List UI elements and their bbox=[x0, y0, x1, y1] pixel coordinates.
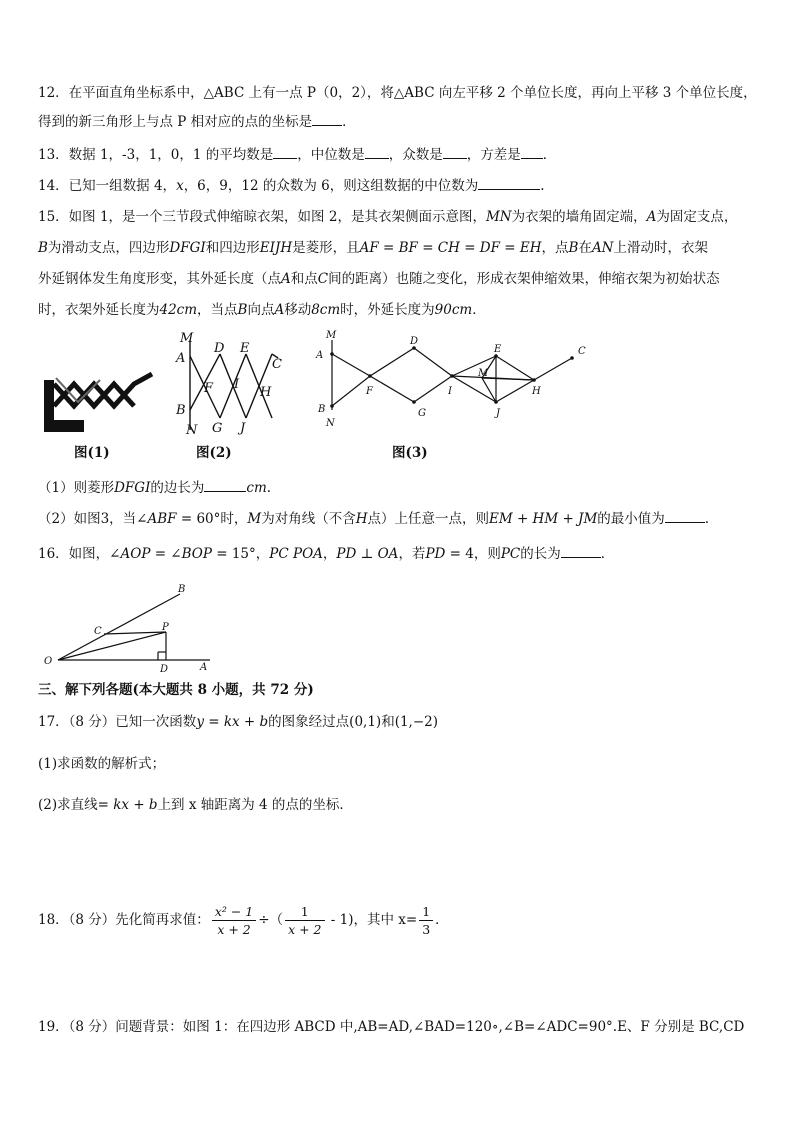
answer-blank bbox=[273, 146, 297, 159]
q15-sub2: （2）如图3，当∠ABF = 60°时，M为对角线（不含H点）上任意一点，则EM + HM + JM的最小值为 . bbox=[38, 511, 710, 527]
label-a: A bbox=[200, 662, 208, 672]
label-m: M bbox=[180, 331, 194, 346]
label-f: F bbox=[366, 386, 373, 397]
q15-line1: 15．如图 1，是一个三节段式伸缩晾衣架，如图 2，是其衣架侧面示意图，MN为衣架的墙角固定端，A为固定支点， bbox=[38, 209, 738, 225]
q17-sub2: (2)求直线= kx + b上到 x 轴距离为 4 的点的坐标． bbox=[38, 797, 353, 813]
q15-line3: 外延钢体发生角度形变，其外延长度（点A和点C间的距离）也随之变化，形成衣架伸缩效果，伸缩衣架为初始状态 bbox=[38, 271, 720, 287]
answer-blank bbox=[665, 510, 705, 523]
figure-1-photo bbox=[42, 362, 160, 434]
fraction: $\frac{1}{3}$ bbox=[419, 903, 433, 938]
label-h: H bbox=[260, 385, 272, 400]
label-c: C bbox=[272, 357, 282, 372]
answer-blank bbox=[521, 146, 543, 159]
figure-2-caption: 图(2) bbox=[196, 445, 232, 461]
figure-3-caption: 图(3) bbox=[392, 445, 428, 461]
label-g: G bbox=[418, 408, 426, 419]
q19: 19．（8 分）问题背景：如图 1：在四边形 ABCD 中,AB=AD,∠BAD=120∘,∠B=∠ADC=90°.E、F 分别是 BC,CD bbox=[38, 1019, 745, 1035]
q17: 17．（8 分）已知一次函数y = kx + b的图象经过点(0,1)和(1,−2) bbox=[38, 714, 439, 730]
q15-line2: B为滑动支点，四边形DFGI和四边形EIJH是菱形，且AF = BF = CH = DF = EH，点B在AN上滑动时，衣架 bbox=[38, 240, 708, 256]
answer-blank bbox=[443, 146, 467, 159]
label-a: A bbox=[316, 350, 324, 361]
q15-line4: 时，衣架外延长度为42cm，当点B向点A移动8cm时，外延长度为90cm． bbox=[38, 302, 486, 318]
fraction: $\frac{\text{x² − 1}}{x + 2}$ bbox=[212, 903, 256, 938]
label-p: P bbox=[162, 622, 169, 633]
fraction: $\frac{1}{x + 2}$ bbox=[285, 903, 324, 938]
label-d: D bbox=[214, 341, 225, 356]
label-b: B bbox=[176, 403, 186, 418]
label-n: N bbox=[326, 418, 335, 429]
label-b: B bbox=[318, 404, 326, 415]
q13: 13．数据 1，-3，1，0，1 的平均数是 ，中位数是 ，众数是 ，方差是 ． bbox=[38, 147, 557, 163]
figure-2-diagram bbox=[172, 330, 287, 438]
label-i: I bbox=[448, 386, 452, 397]
label-c: C bbox=[578, 346, 586, 357]
figure-3-diagram bbox=[312, 326, 602, 432]
q16: 16．如图，∠AOP = ∠BOP = 15°，PC POA，PD ⊥ OA，若PD = 4，则PC的长为 ． bbox=[38, 546, 615, 562]
label-b: B bbox=[178, 584, 186, 595]
label-m-point: M bbox=[478, 368, 489, 379]
label-j: J bbox=[496, 408, 501, 419]
label-g: G bbox=[212, 421, 223, 436]
label-h: H bbox=[532, 386, 541, 397]
label-o: O bbox=[44, 656, 53, 667]
label-m: M bbox=[326, 330, 337, 341]
q14: 14．已知一组数据 4，x，6，9，12 的众数为 6，则这组数据的中位数为 . bbox=[38, 178, 545, 194]
label-a: A bbox=[176, 351, 186, 366]
q18: 18．（8 分）先化简再求值： $\frac{\text{x² − 1}}{x + 2}$ ÷（ $\frac{1}{x + 2}$ - 1)，其中 x= $\frac{1}{3}$ ． bbox=[38, 904, 449, 937]
answer-blank bbox=[365, 146, 389, 159]
q17-sub1: (1)求函数的解析式； bbox=[38, 756, 166, 772]
q12-line1: 12．在平面直角坐标系中，△ABC 上有一点 P（0，2），将△ABC 向左平移 2 个单位长度，再向上平移 3 个单位长度， bbox=[38, 85, 757, 101]
label-e: E bbox=[494, 344, 502, 355]
label-c: C bbox=[94, 626, 102, 637]
q12-line2: 得到的新三角形上与点 P 相对应的点的坐标是 ． bbox=[38, 114, 356, 130]
label-n: N bbox=[186, 423, 198, 438]
answer-blank bbox=[204, 479, 246, 492]
answer-blank bbox=[478, 177, 540, 190]
answer-blank bbox=[561, 545, 601, 558]
figure-16-diagram bbox=[38, 580, 218, 672]
figure-1-caption: 图(1) bbox=[74, 445, 110, 461]
answer-blank bbox=[312, 113, 342, 126]
section-3-heading: 三、解下列各题(本大题共 8 小题，共 72 分) bbox=[38, 682, 314, 698]
label-j: J bbox=[240, 421, 246, 436]
label-d: D bbox=[160, 664, 169, 672]
label-e: E bbox=[240, 341, 250, 356]
label-i: I bbox=[234, 377, 240, 392]
label-f: F bbox=[204, 381, 214, 396]
label-d: D bbox=[410, 336, 419, 347]
q15-sub1: （1）则菱形DFGI的边长为 cm. bbox=[38, 480, 272, 496]
